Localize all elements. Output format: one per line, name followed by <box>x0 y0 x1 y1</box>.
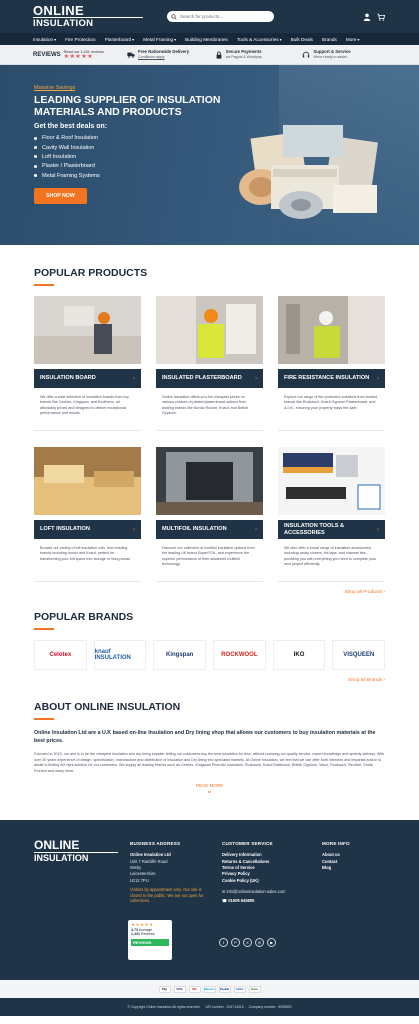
brand-logo[interactable]: IKO <box>273 640 326 670</box>
product-card[interactable] <box>156 447 263 582</box>
cart-icon[interactable] <box>377 13 385 21</box>
instagram-icon[interactable]: ◎ <box>255 938 264 947</box>
product-card-description: We also offer a broad range of insulation accessories, including cavity closers, foil tape, and channel ties, providing you with everything you need to complete your next project efficiently. <box>284 546 377 567</box>
product-card-title-bar[interactable]: MULTIFOIL INSULATION › <box>156 520 263 539</box>
pinterest-icon[interactable]: P <box>231 938 240 947</box>
product-card[interactable] <box>278 296 385 431</box>
hero-product-image <box>233 125 381 225</box>
chevron-right-icon: › <box>133 526 135 533</box>
hero-list-item: Plaster / Plasterboard <box>34 163 385 169</box>
nav-item[interactable]: Tools & Accessories ▾ <box>236 36 282 42</box>
product-card-description: We offer a wide selection of insulation boards from top brands like Celotex, Kingspan, and Ecotherm, all affordably priced and designed to deliver exceptional performance and results. <box>40 395 129 416</box>
payment-card-icon: PayPal <box>219 987 230 992</box>
nav-item[interactable]: Fire Protection <box>65 36 96 42</box>
product-card-description: Discover our collection of multifoil insulation options from the leading UK brand SuperFOIL, and experience the superior performance of their advanced multifoil technology. <box>162 546 255 567</box>
hero-banner <box>0 65 419 245</box>
product-card-description: Online Insulation offers you the cheapest prices on various choices of plaster/plasterboard options from leading brands like Nordic Rocker, Knauf, and British Gypsum. <box>162 395 249 416</box>
product-card-title-bar[interactable]: INSULATION BOARD › <box>34 369 141 388</box>
popular-brands-section <box>0 611 419 683</box>
chevron-right-icon: › <box>255 526 257 533</box>
shop-now-button[interactable]: SHOP NOW <box>34 188 87 204</box>
trust-support: Support & Service We're ready to assist <box>302 50 386 59</box>
product-card-title-bar[interactable]: LOFT INSULATION › <box>34 520 141 539</box>
hero-list-item: Floor & Roof Insulation <box>34 135 385 141</box>
phone-icon: ☎ <box>222 898 228 904</box>
product-card-description: Browse our variety of loft insulation rolls, from leading brands including Isover and Knauf, perfect for transforming your loft space into storage or living areas. <box>40 546 131 561</box>
chevron-right-icon: › <box>133 375 135 382</box>
section-title: POPULAR BRANDS <box>34 611 134 623</box>
product-card-title-bar[interactable]: FIRE RESISTANCE INSULATION › <box>278 369 385 388</box>
footer-reviews-badge[interactable]: ★★★★★ 4.73 Average 1,431 Reviews REVIEWS <box>128 920 172 960</box>
chevron-right-icon: › <box>383 678 385 683</box>
nav-item[interactable]: Plasterboard ▾ <box>104 36 135 42</box>
brand-logo[interactable]: Celotex <box>34 640 87 670</box>
product-image[interactable] <box>156 447 263 515</box>
trust-delivery: Free Nationwide Delivery Conditions apply <box>127 50 211 59</box>
footer-address: BUSINESS ADDRESS Online Insulation Ltd Unit 7 Ratcliffe Road Wisby Leicestershire LE12 7PU Visitors by appointment only. Our site is closed to the public. We are not open for collections. <box>130 841 204 904</box>
truck-icon <box>127 51 135 59</box>
about-section <box>0 701 419 794</box>
payment-card-icon: AMEX <box>235 987 244 992</box>
section-title: ABOUT ONLINE INSULATION <box>34 701 181 713</box>
product-image[interactable] <box>278 447 385 515</box>
main-nav <box>0 33 419 45</box>
reviews-widget[interactable] <box>33 50 123 60</box>
read-more-button[interactable]: READ MORE ⌄ <box>34 783 385 794</box>
section-title: POPULAR PRODUCTS <box>34 267 148 279</box>
product-card-title-bar[interactable]: INSULATED PLASTERBOARD › <box>156 369 263 388</box>
footer-email[interactable]: ✉ info@onlineinsulation-sales.com <box>222 889 286 895</box>
payment-methods <box>0 980 419 998</box>
chevron-down-icon: ▾ <box>54 36 57 42</box>
social-links <box>219 938 276 947</box>
footer-more-info: MORE INFO About us Contact Blog <box>322 841 350 870</box>
chevron-right-icon: › <box>377 526 379 533</box>
chevron-down-icon: ▾ <box>279 36 282 42</box>
chevron-right-icon: › <box>255 375 257 382</box>
payment-card-icon: MC <box>189 986 201 993</box>
brand-logo[interactable]: Kingspan <box>153 640 206 670</box>
youtube-icon[interactable]: ▶ <box>267 938 276 947</box>
x-icon[interactable]: X <box>243 938 252 947</box>
footer-customer-service: CUSTOMER SERVICE Delivery Information Returns & Cancellations Terms of Service Privacy Policy Cookie Policy (UK) ✉ info@onlineinsulation-sales.com ☎ 01509 645805 <box>222 840 310 905</box>
nav-item[interactable]: Bulk Deals <box>290 36 313 42</box>
hero-list-item: Cavity Wall Insulation <box>34 145 385 151</box>
chevron-down-icon: ▾ <box>174 36 177 42</box>
copyright-bar: © Copyright Online Insulation All rights reserved. VAT number : 204714015 Company number : 9098800 <box>0 998 419 1016</box>
chevron-right-icon: › <box>377 375 379 382</box>
hero-tag[interactable]: Massive Savings <box>34 85 76 91</box>
star-rating: ★★★★★ <box>63 53 94 60</box>
footer-phone[interactable]: ☎ 01509 645805 <box>222 898 255 904</box>
nav-item[interactable]: More ▾ <box>345 36 360 42</box>
product-card[interactable] <box>34 296 141 431</box>
search-input[interactable] <box>180 14 270 19</box>
product-card[interactable] <box>278 447 385 582</box>
chevron-down-icon: ⌄ <box>206 785 213 795</box>
chevron-down-icon: ▾ <box>357 36 360 42</box>
product-image[interactable] <box>156 296 263 364</box>
brand-logo[interactable]: knauf INSULATION <box>94 640 147 670</box>
nav-item[interactable]: Insulation ▾ <box>33 36 57 42</box>
site-header <box>0 0 419 33</box>
about-body: Founded in 2015, our aim is to be the cheapest insulation and dry-lining supplier letting our customers buy the best insulation for less, without reducing our quality service, expert knowledge and speedy delivery. With over 30 years experience of design, specification, manufacture and distribution of insulation and Dry lining into specialist markets. At Online Insulation, we feel that we can offer both informed and impartial advice to assist in finding the right solution for our customers. We supply all leading brands such as Celotex, Kingspan Phenolic Insulation, Rockwool, Knauf Earthwool, British Gypsum, Velux, Rockwool, Recticel, Siniat, Frontrol and many more. <box>34 751 385 774</box>
payment-card-icon: Bank <box>249 986 261 993</box>
product-image[interactable] <box>278 296 385 364</box>
search-icon[interactable] <box>171 14 177 20</box>
email-icon: ✉ <box>222 889 226 895</box>
footer-logo[interactable]: ONLINE INSULATION <box>34 840 118 905</box>
chevron-right-icon: › <box>383 590 385 595</box>
search-bar[interactable] <box>167 11 274 22</box>
hero-list-item: Metal Framing Systems <box>34 173 385 179</box>
brand-logo[interactable]: ROCKWOOL <box>213 640 266 670</box>
nav-item[interactable]: Building Membranes <box>185 36 228 42</box>
product-card[interactable] <box>34 447 141 582</box>
trust-bar <box>0 45 419 65</box>
site-footer <box>0 820 419 980</box>
nav-item[interactable]: Brands <box>322 36 337 42</box>
about-lead: Online Insulation Ltd are a U.K based on-line Insulation and Dry lining shop that allows our customers to buy insulation materials at the best prices. <box>34 730 376 744</box>
product-card[interactable] <box>156 296 263 431</box>
nav-item[interactable]: Metal Framing ▾ <box>143 36 177 42</box>
product-image[interactable] <box>34 296 141 364</box>
reviews-logo: REVIEWS <box>33 51 61 58</box>
product-card-description: Explore our range of fire protection solutions from trusted brands like Rockwool, Knauf Gypsum Plasterboard, and A.I.M., ensuring your property stays fire-safe. <box>284 395 378 410</box>
user-icon[interactable] <box>363 13 371 21</box>
payment-card-icon: Maestro <box>204 987 215 992</box>
payment-card-icon: Pay <box>159 986 171 993</box>
lock-icon <box>215 51 223 59</box>
hero-list-item: Loft Insulation <box>34 154 385 160</box>
reviews-count-text: Read our 1,431 reviews <box>63 49 104 54</box>
hero-subheading: Get the best deals on: <box>34 123 108 131</box>
site-logo[interactable]: ONLINE INSULATION <box>33 5 143 28</box>
star-rating: ★★★★★ <box>131 922 154 928</box>
brand-logo[interactable]: VISQUEEN <box>332 640 385 670</box>
shop-all-products-link[interactable]: Shop all Products › <box>344 590 385 595</box>
hero-heading: LEADING SUPPLIER OF INSULATION MATERIALS AND PRODUCTS <box>34 94 221 119</box>
chevron-down-icon: ▾ <box>132 36 135 42</box>
support-icon <box>302 51 310 59</box>
facebook-icon[interactable]: f <box>219 938 228 947</box>
product-card-title-bar[interactable]: INSULATION TOOLS & ACCESSORIES › <box>278 520 385 539</box>
payment-card-icon: VISA <box>174 986 186 993</box>
product-image[interactable] <box>34 447 141 515</box>
shop-all-brands-link[interactable]: Shop all Brands › <box>348 678 385 683</box>
popular-products-section <box>0 267 419 595</box>
trust-secure: Secure Payments via Paypal & Worldpay <box>215 50 299 59</box>
